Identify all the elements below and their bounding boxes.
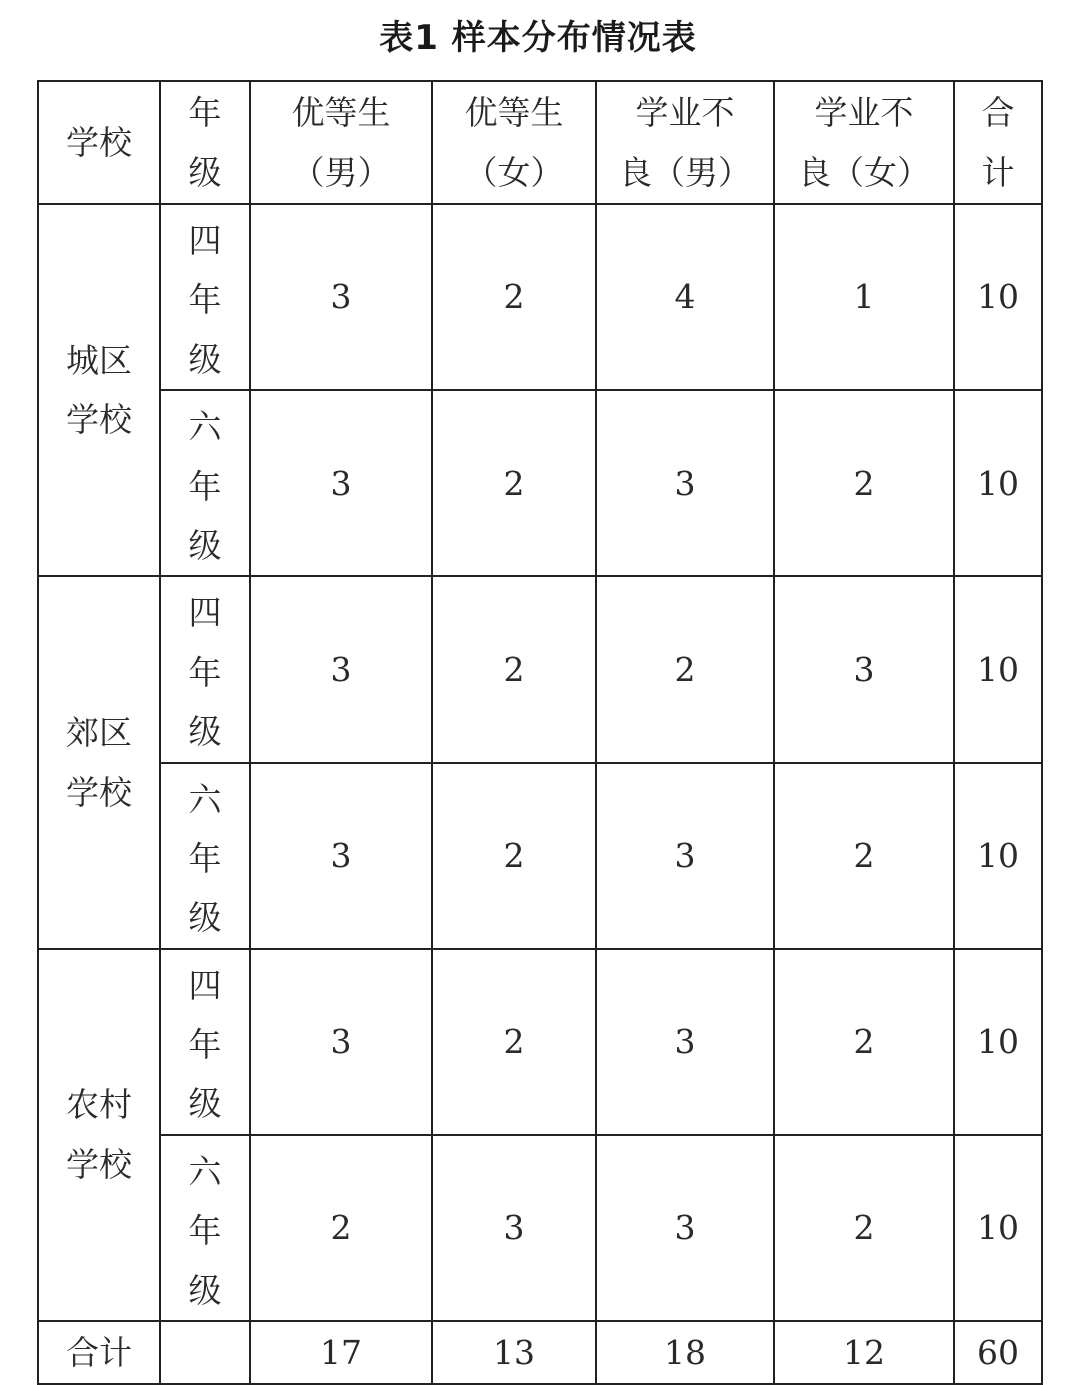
- value-cell: 2: [774, 763, 954, 949]
- table-title: 表1 样本分布情况表: [379, 18, 697, 58]
- school-label-line1: 农村: [66, 1085, 132, 1125]
- table-row: [38, 576, 1042, 762]
- grade-label: 六年级: [188, 1151, 222, 1310]
- value-cell: 2: [774, 1135, 954, 1321]
- row-total-cell: 10: [954, 204, 1042, 390]
- school-label-line1: 城区: [66, 340, 132, 380]
- school-cell-rural: [38, 949, 160, 1321]
- header-honor-female-line2: （女）: [464, 152, 564, 192]
- table-row: [38, 390, 1042, 576]
- header-grade-label: 年级: [188, 93, 222, 192]
- grade-label: 六年级: [188, 407, 222, 565]
- header-honor-female: [432, 81, 596, 204]
- value-cell: 3: [596, 763, 774, 949]
- header-honor-male-line2: （男）: [291, 152, 391, 192]
- value-cell: 2: [432, 204, 596, 390]
- value-cell: 2: [596, 576, 774, 762]
- value-cell: 4: [596, 204, 774, 390]
- header-honor-female-line1: 优等生: [464, 93, 564, 133]
- school-label-line2: 学校: [66, 1144, 132, 1184]
- value-cell: 2: [774, 949, 954, 1135]
- row-total-cell: 10: [954, 576, 1042, 762]
- grade-cell: [160, 949, 250, 1135]
- value-cell: 2: [774, 390, 954, 576]
- header-grade: [160, 81, 250, 204]
- value-cell: 3: [774, 576, 954, 762]
- grand-total-cell: 60: [954, 1321, 1042, 1384]
- table-row: [38, 763, 1042, 949]
- header-poor-male-line1: 学业不: [635, 93, 735, 133]
- value-cell: 1: [774, 204, 954, 390]
- value-cell: 2: [432, 390, 596, 576]
- value-cell: 2: [432, 763, 596, 949]
- row-total-cell: 10: [954, 949, 1042, 1135]
- row-total-cell: 10: [954, 390, 1042, 576]
- grade-cell: [160, 204, 250, 390]
- header-poor-male: [596, 81, 774, 204]
- value-cell: 3: [432, 1135, 596, 1321]
- grade-cell: [160, 1135, 250, 1321]
- grade-label: 六年级: [188, 779, 222, 938]
- value-cell: 2: [432, 949, 596, 1135]
- header-poor-female-line1: 学业不: [814, 93, 914, 133]
- grade-label: 四年级: [188, 965, 222, 1124]
- header-honor-male-line1: 优等生: [291, 93, 391, 133]
- totals-row: [38, 1321, 1042, 1384]
- school-cell-urban: [38, 204, 160, 576]
- value-cell: 3: [250, 763, 432, 949]
- value-cell: 2: [250, 1135, 432, 1321]
- school-label-line2: 学校: [66, 772, 132, 812]
- header-poor-female: [774, 81, 954, 204]
- grade-cell: [160, 390, 250, 576]
- value-cell: 3: [250, 390, 432, 576]
- totals-value-cell: 12: [774, 1321, 954, 1384]
- value-cell: 3: [250, 204, 432, 390]
- value-cell: 3: [250, 576, 432, 762]
- school-cell-suburban: [38, 576, 160, 948]
- header-poor-male-line2: 良（男）: [619, 152, 751, 192]
- sample-distribution-table: [37, 80, 1043, 1385]
- grade-label: 四年级: [188, 221, 222, 379]
- totals-empty-cell: [160, 1321, 250, 1384]
- grade-cell: [160, 763, 250, 949]
- value-cell: 3: [596, 390, 774, 576]
- value-cell: 3: [596, 1135, 774, 1321]
- header-row: [38, 81, 1042, 204]
- table-row: [38, 1135, 1042, 1321]
- grade-label: 四年级: [188, 593, 222, 752]
- header-poor-female-line2: 良（女）: [798, 152, 930, 192]
- totals-label: 合计: [38, 1321, 160, 1384]
- value-cell: 3: [250, 949, 432, 1135]
- totals-value-cell: 17: [250, 1321, 432, 1384]
- header-total-label: 合计: [981, 93, 1015, 192]
- value-cell: 3: [596, 949, 774, 1135]
- row-total-cell: 10: [954, 763, 1042, 949]
- table-row: [38, 949, 1042, 1135]
- header-school-label: 学校: [66, 122, 132, 162]
- header-honor-male: [250, 81, 432, 204]
- school-label-line2: 学校: [66, 400, 132, 440]
- totals-value-cell: 13: [432, 1321, 596, 1384]
- value-cell: 2: [432, 576, 596, 762]
- table-row: [38, 204, 1042, 390]
- header-school: [38, 81, 160, 204]
- grade-cell: [160, 576, 250, 762]
- row-total-cell: 10: [954, 1135, 1042, 1321]
- school-label-line1: 郊区: [66, 713, 132, 753]
- totals-value-cell: 18: [596, 1321, 774, 1384]
- header-total: [954, 81, 1042, 204]
